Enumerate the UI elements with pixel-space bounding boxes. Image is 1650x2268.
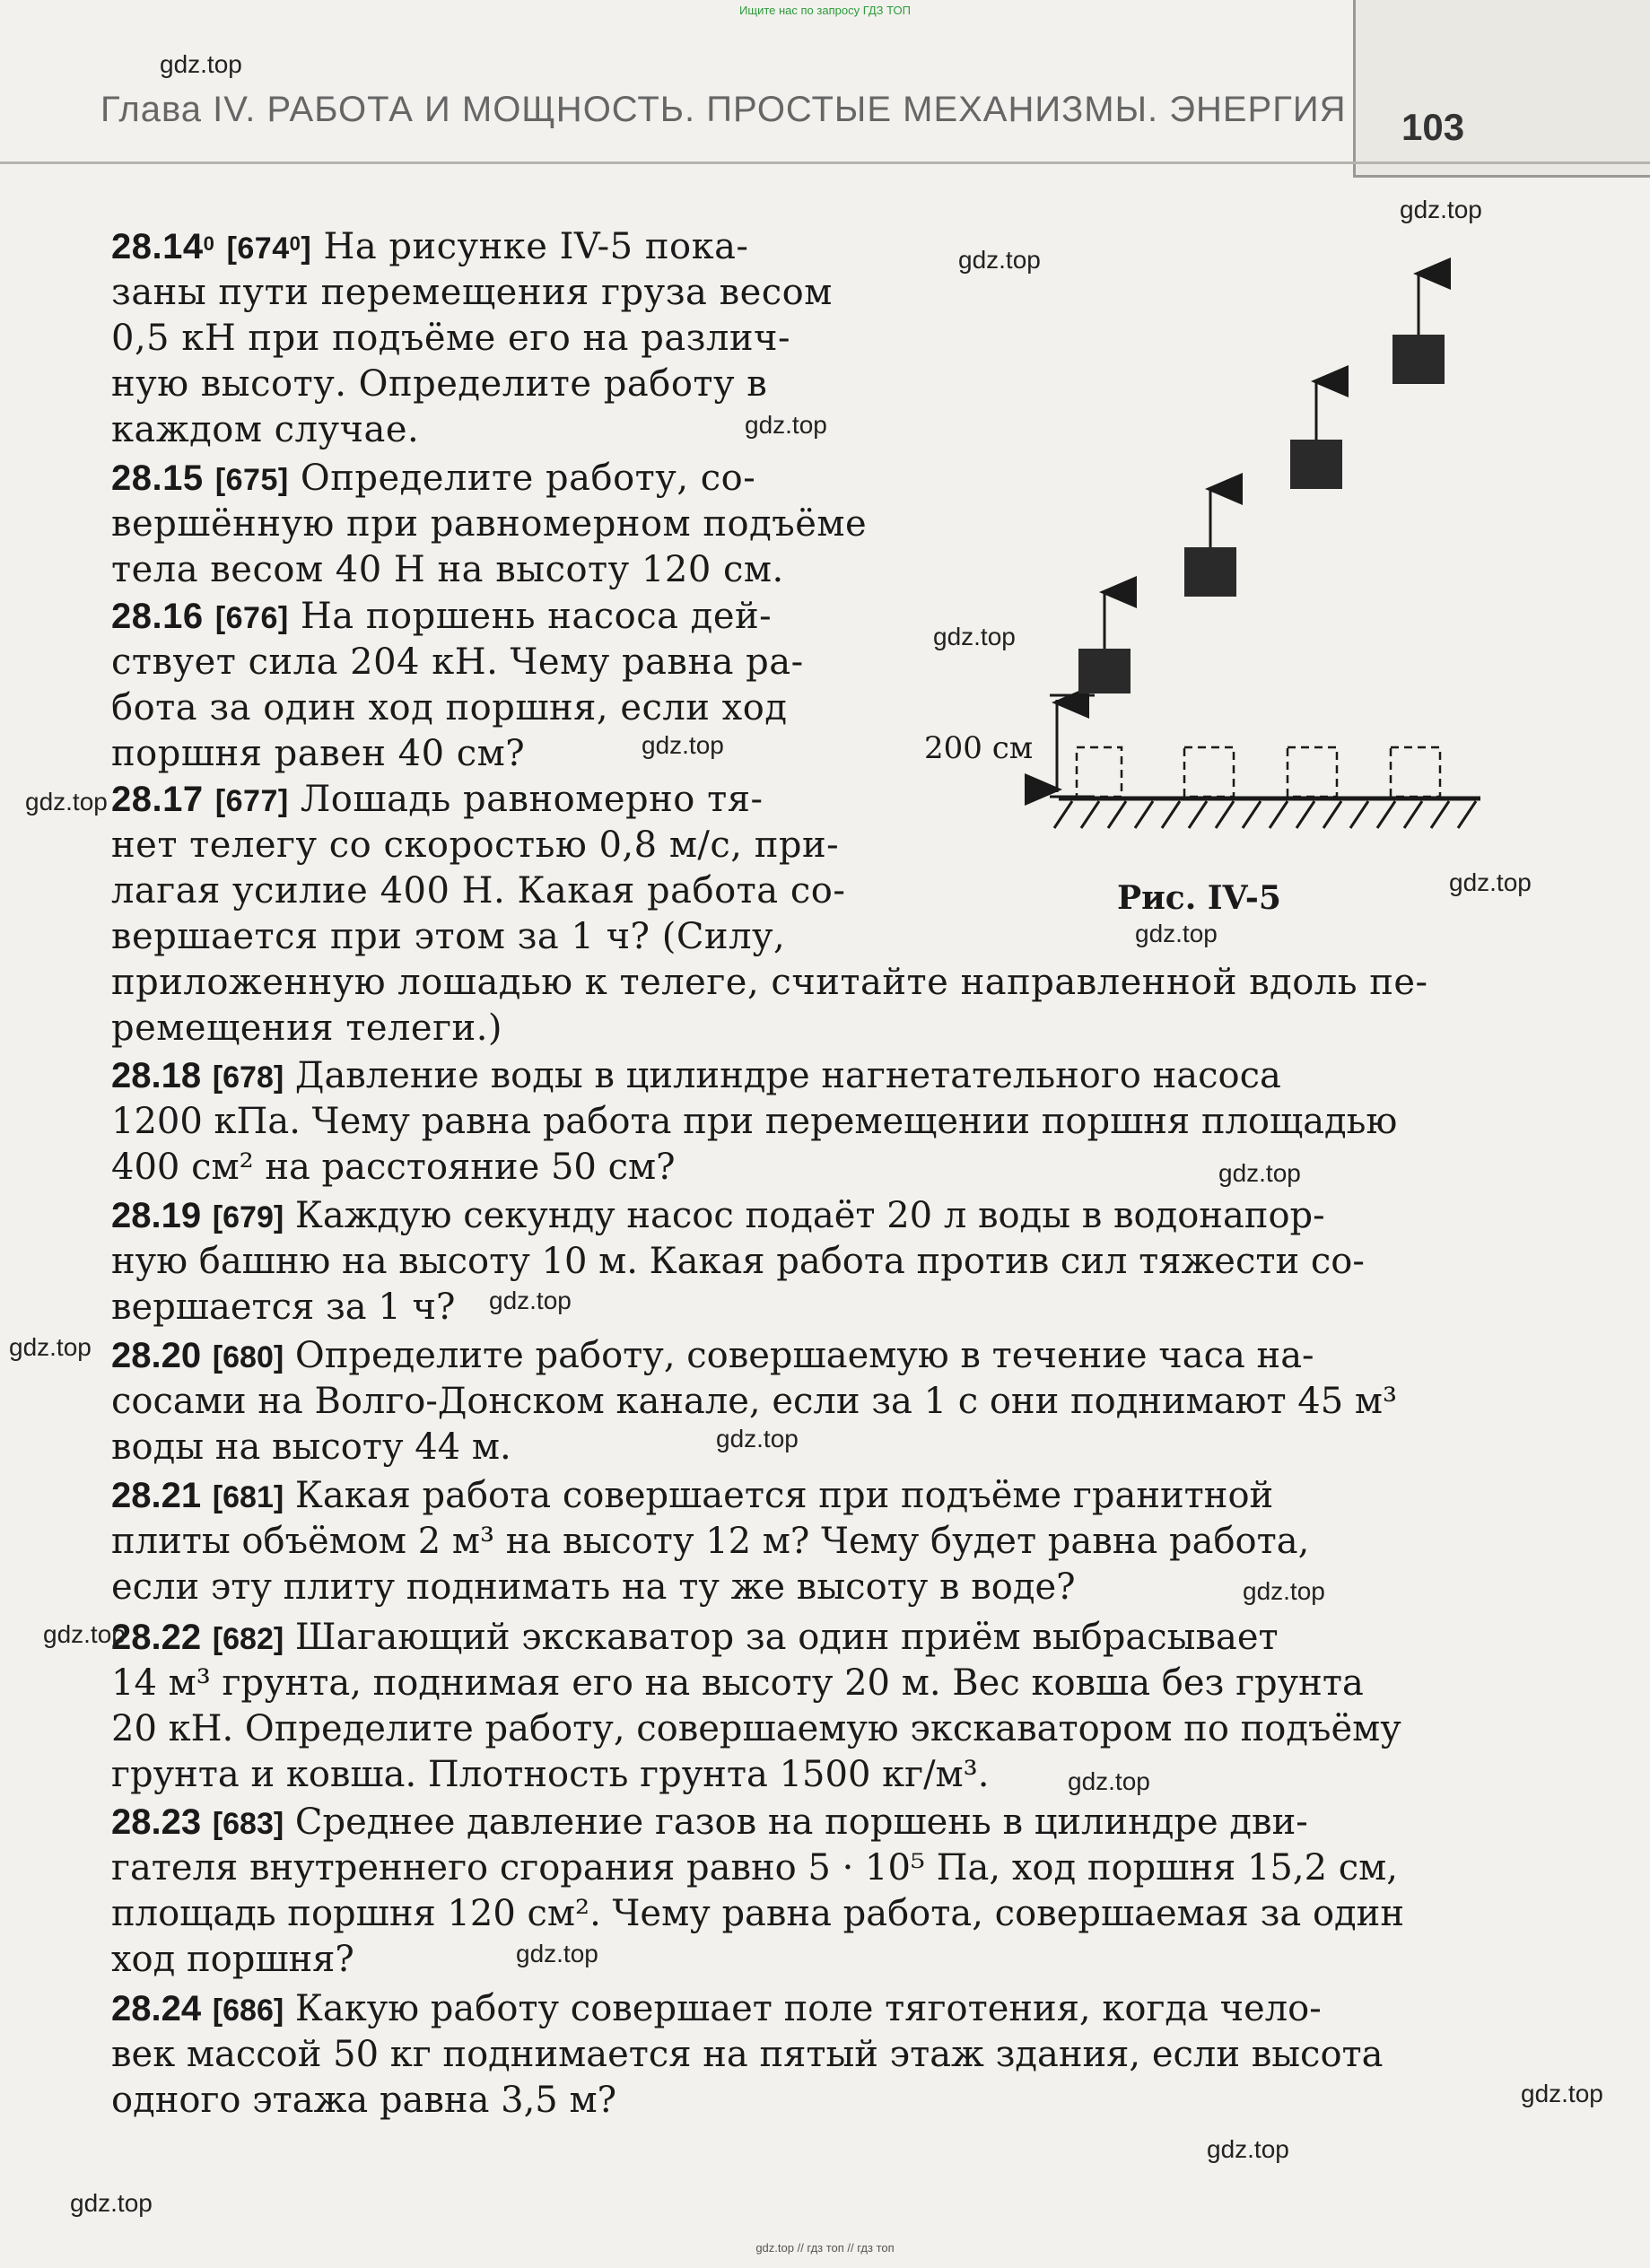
figure-iv-5 (924, 229, 1480, 875)
load-1 (1078, 649, 1131, 693)
problem-ref: [678] (212, 1060, 284, 1095)
watermark: gdz.top (958, 246, 1041, 274)
problem-28-19: 28.19 [679] Каждую секунду насос подаёт 20 л воды в водонапор- ную башню на высоту 10 м. Какая работа против сил тяжести со- вершается за 1 ч? (111, 1195, 1365, 1328)
watermark: gdz.top (745, 411, 827, 439)
problem-number: 28.20 (111, 1336, 202, 1375)
ground-surface (1054, 798, 1480, 828)
problem-28-20: 28.20 [680] Определите работу, совершаемую в течение часа на- сосами на Волго-Донском канале, если за 1 с они поднимают 45 м³ воды на высоту 44 м. (111, 1335, 1398, 1468)
watermark: gdz.top (933, 623, 1016, 650)
problem-number: 28.22 (111, 1618, 202, 1657)
page-number-box (1353, 0, 1650, 178)
problem-ref: [679] (212, 1200, 284, 1234)
watermark: gdz.top (1207, 2135, 1289, 2163)
watermark: gdz.top (716, 1425, 799, 1452)
problem-28-21: 28.21 [681] Какая работа совершается при подъёме гранитной плиты объёмом 2 м³ на высоту 12 м? Чему будет равна работа, если эту плиту поднимать на ту же высоту в воде? (111, 1475, 1310, 1608)
watermark: gdz.top (160, 50, 242, 78)
problem-28-18: 28.18 [678] Давление воды в цилиндре нагнетательного насоса 1200 кПа. Чему равна работа при перемещении поршня площадью 400 см² на расстояние 50 см? (111, 1055, 1398, 1188)
problem-number: 28.24 (111, 1989, 202, 2028)
height-label: 200 см (924, 730, 1034, 766)
height-indicator (1050, 695, 1095, 797)
watermark: gdz.top (25, 788, 108, 816)
problem-ref: [676] (214, 601, 289, 635)
start-position-1 (1077, 747, 1122, 797)
problem-ref: [683] (212, 1807, 284, 1841)
problem-28-22: 28.22 [682] Шагающий экскаватор за один приём выбрасывает 14 м³ грунта, поднимая его на высоту 20 м. Вес ковша без грунта 20 кН. Определите работу, совершаемую экскаватором по подъёму грунта и ковша. Плотность грунта 1500 кг/м³. (111, 1617, 1401, 1795)
header-divider (0, 161, 1650, 164)
problem-28-24: 28.24 [686] Какую работу совершает поле тяготения, когда чело- век массой 50 кг поднимается на пятый этаж здания, если высота одного этажа равна 3,5 м? (111, 1988, 1384, 2121)
problem-ref: [681] (212, 1480, 284, 1514)
bottom-note: gdz.top // гдз топ // гдз топ (755, 2241, 895, 2255)
page-number: 103 (1401, 106, 1465, 148)
problem-ref: [686] (212, 1993, 284, 2028)
watermark: gdz.top (1400, 196, 1482, 223)
problem-28-23: 28.23 [683] Среднее давление газов на поршень в цилиндре дви- гателя внутреннего сгорания равно 5 · 10⁵ Па, ход поршня 15,2 см, площадь поршня 120 см². Чему равна работа, совершаемая за один ход поршня? (111, 1801, 1404, 1980)
watermark: gdz.top (43, 1620, 126, 1648)
watermark: gdz.top (1243, 1577, 1325, 1605)
problem-number: 28.19 (111, 1196, 202, 1235)
problem-number: 28.18 (111, 1056, 202, 1095)
chapter-header: Глава IV. РАБОТА И МОЩНОСТЬ. ПРОСТЫЕ МЕХАНИЗМЫ. ЭНЕРГИЯ (100, 90, 1347, 129)
watermark: gdz.top (9, 1333, 92, 1361)
problem-28-16: 28.16 [676] На поршень насоса дей- ствует сила 204 кН. Чему равна ра- бота за один ход поршня, если ход поршня равен 40 см? (111, 596, 804, 774)
watermark: gdz.top (1135, 920, 1218, 947)
problem-ref: [677] (214, 784, 289, 818)
load-3 (1290, 440, 1342, 489)
problem-28-17: 28.17 [677] Лошадь равномерно тя- нет телегу со скоростью 0,8 м/с, при- лагая усилие 400 Н. Какая работа со- вершается при этом за 1 ч? (Силу, приложенную лошадью к телеге, считайте направленной вдоль пе- ремещения телеги.) (111, 779, 1428, 1049)
problem-number: 28.21 (111, 1476, 202, 1515)
figure-caption: Рис. IV-5 (1117, 879, 1281, 917)
load-2 (1184, 547, 1236, 597)
watermark: gdz.top (70, 2189, 153, 2217)
watermark: gdz.top (1521, 2080, 1603, 2107)
problem-ref: [682] (212, 1622, 284, 1656)
watermark: gdz.top (1068, 1767, 1150, 1795)
start-position-2 (1184, 747, 1234, 797)
watermark: gdz.top (516, 1940, 598, 1967)
problem-number: 28.17 (111, 780, 204, 819)
load-4 (1392, 335, 1445, 384)
problem-ref: $[674^0]$ (226, 231, 312, 266)
problem-number: 28.23 (111, 1802, 202, 1842)
watermark: gdz.top (1449, 868, 1532, 896)
problem-number: 28.16 (111, 597, 204, 636)
problem-28-15: 28.15 [675] Определите работу, со- вершённую при равномерном подъёме тела весом 40 Н на высоту 120 см. (111, 458, 868, 590)
watermark: gdz.top (642, 731, 724, 759)
watermark: gdz.top (1218, 1159, 1301, 1187)
problem-ref: [680] (212, 1340, 284, 1374)
problem-number: 28.15 (111, 458, 204, 498)
top-note: Ищите нас по запросу ГДЗ ТОП (739, 4, 911, 17)
start-position-4 (1391, 747, 1440, 797)
problem-28-14: 28.14$^0$ $[674^0]$ На рисунке IV-5 пока- заны пути перемещения груза весом 0,5 кН при подъёме его на различ- ную высоту. Определите работу в каждом случае. (111, 226, 833, 450)
watermark: gdz.top (489, 1287, 572, 1314)
start-position-3 (1288, 747, 1337, 797)
problem-ref: [675] (214, 463, 289, 497)
problem-number: 28.14$^0$ (111, 227, 215, 266)
